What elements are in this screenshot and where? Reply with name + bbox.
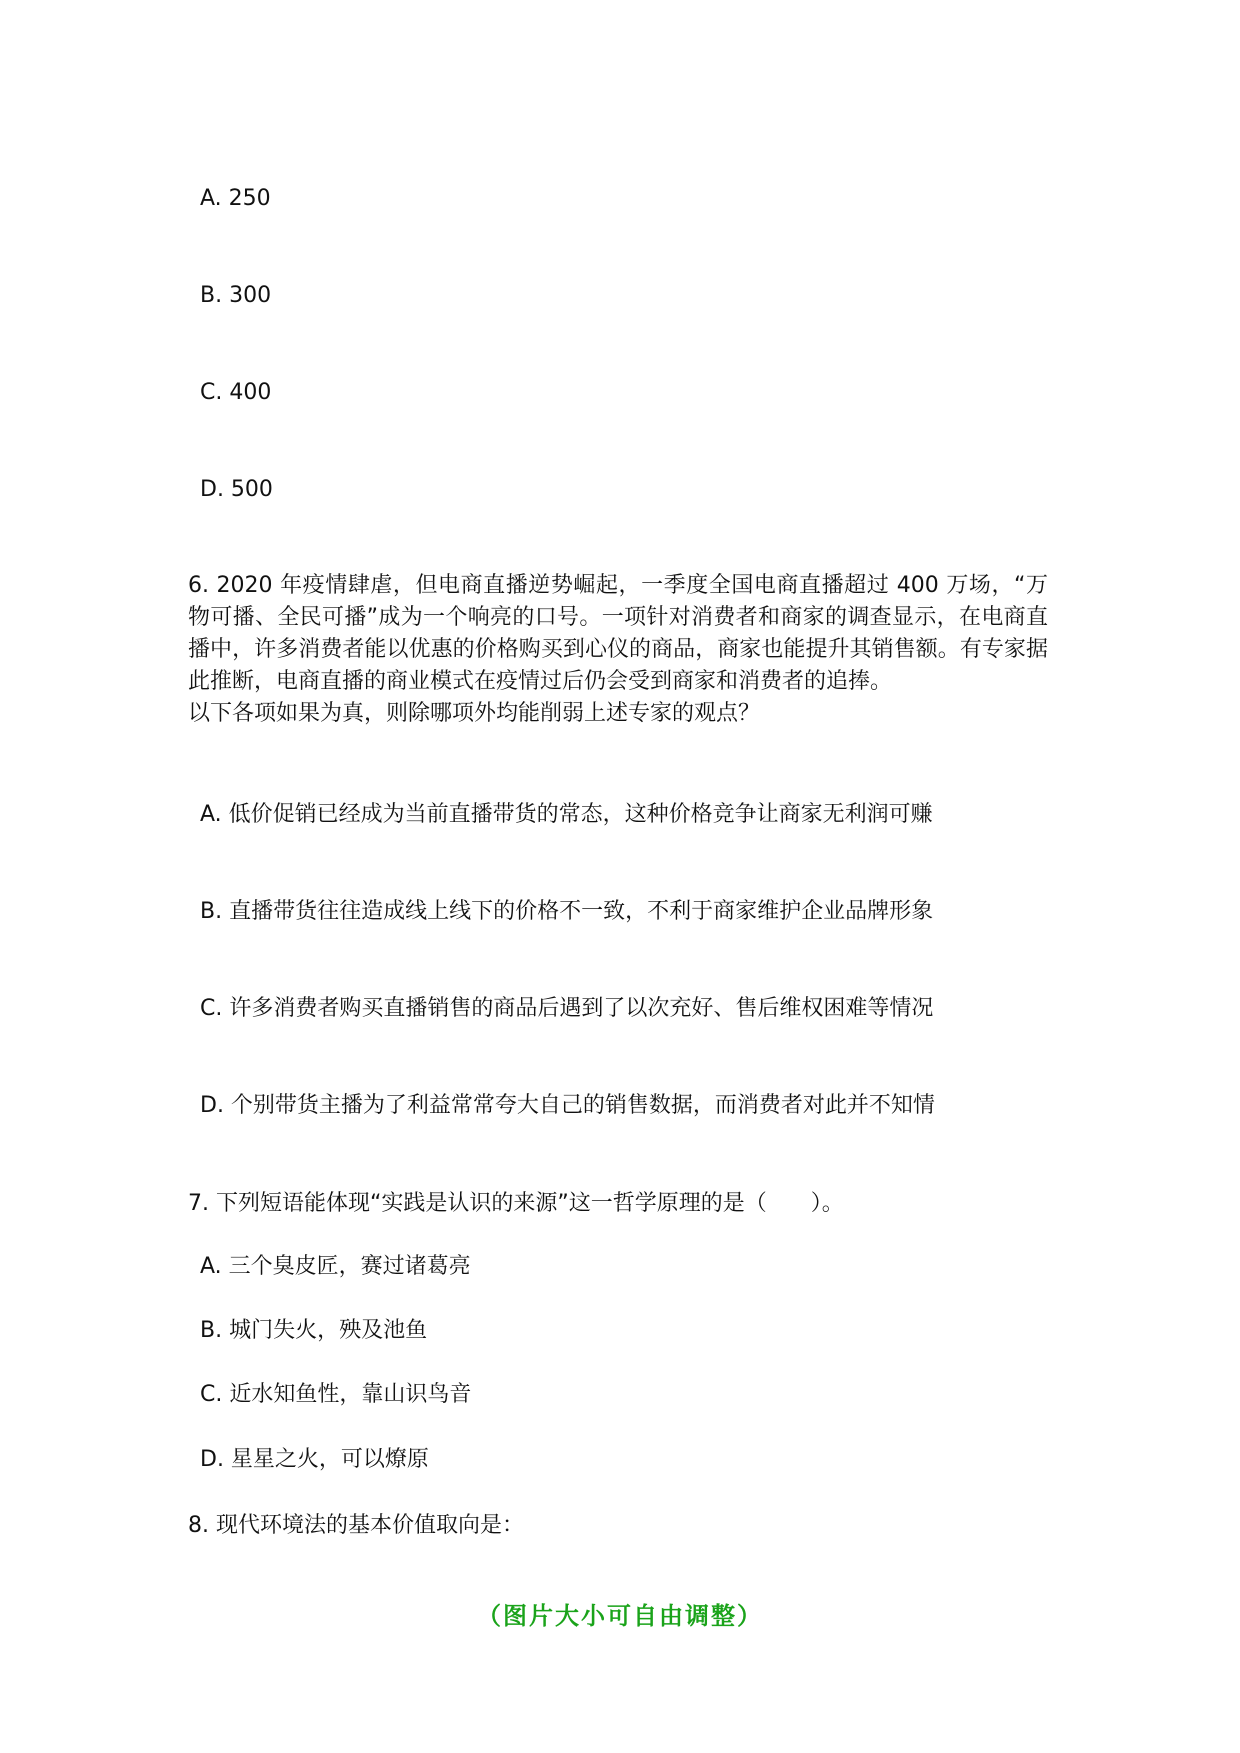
q6-stem: 6. 2020 年疫情肆虐，但电商直播逆势崛起，一季度全国电商直播超过 400 万场，“万物可播、全民可播”成为一个响亮的口号。一项针对消费者和商家的调查显示，在电商直播中，许多消费者能以优惠的价格购买到心仪的商品，商家也能提升其销售额。有专家据此推断，电商直播的商业模式在疫情过后仍会受到商家和消费者的追捧。: [188, 573, 1048, 694]
q6-option-c: C. 许多消费者购买直播销售的商品后遇到了以次充好、售后维权困难等情况: [200, 996, 934, 1021]
q6-question: 以下各项如果为真，则除哪项外均能削弱上述专家的观点？: [188, 701, 761, 726]
q7-option-a: A. 三个臭皮匠，赛过诸葛亮: [200, 1254, 471, 1279]
q5-option-c: C. 400: [200, 380, 272, 405]
q5-option-a: A. 250: [200, 186, 271, 211]
q5-option-d: D. 500: [200, 477, 273, 502]
q6-option-b: B. 直播带货往往造成线上线下的价格不一致，不利于商家维护企业品牌形象: [200, 899, 934, 924]
q6-option-a: A. 低价促销已经成为当前直播带货的常态，这种价格竞争让商家无利润可赚: [200, 802, 933, 827]
q6-block: [188, 570, 1048, 730]
q7-option-b: B. 城门失火，殃及池鱼: [200, 1318, 428, 1343]
footer-note: （图片大小可自由调整）: [477, 1602, 763, 1630]
q7-option-d: D. 星星之火，可以燎原: [200, 1447, 429, 1472]
q7-stem: 7. 下列短语能体现“实践是认识的来源”这一哲学原理的是（ ）。: [188, 1191, 844, 1216]
q5-option-b: B. 300: [200, 283, 272, 308]
q8-stem: 8. 现代环境法的基本价值取向是：: [188, 1513, 524, 1538]
q6-option-d: D. 个别带货主播为了利益常常夸大自己的销售数据，而消费者对此并不知情: [200, 1093, 935, 1118]
q7-option-c: C. 近水知鱼性，靠山识鸟音: [200, 1382, 472, 1407]
